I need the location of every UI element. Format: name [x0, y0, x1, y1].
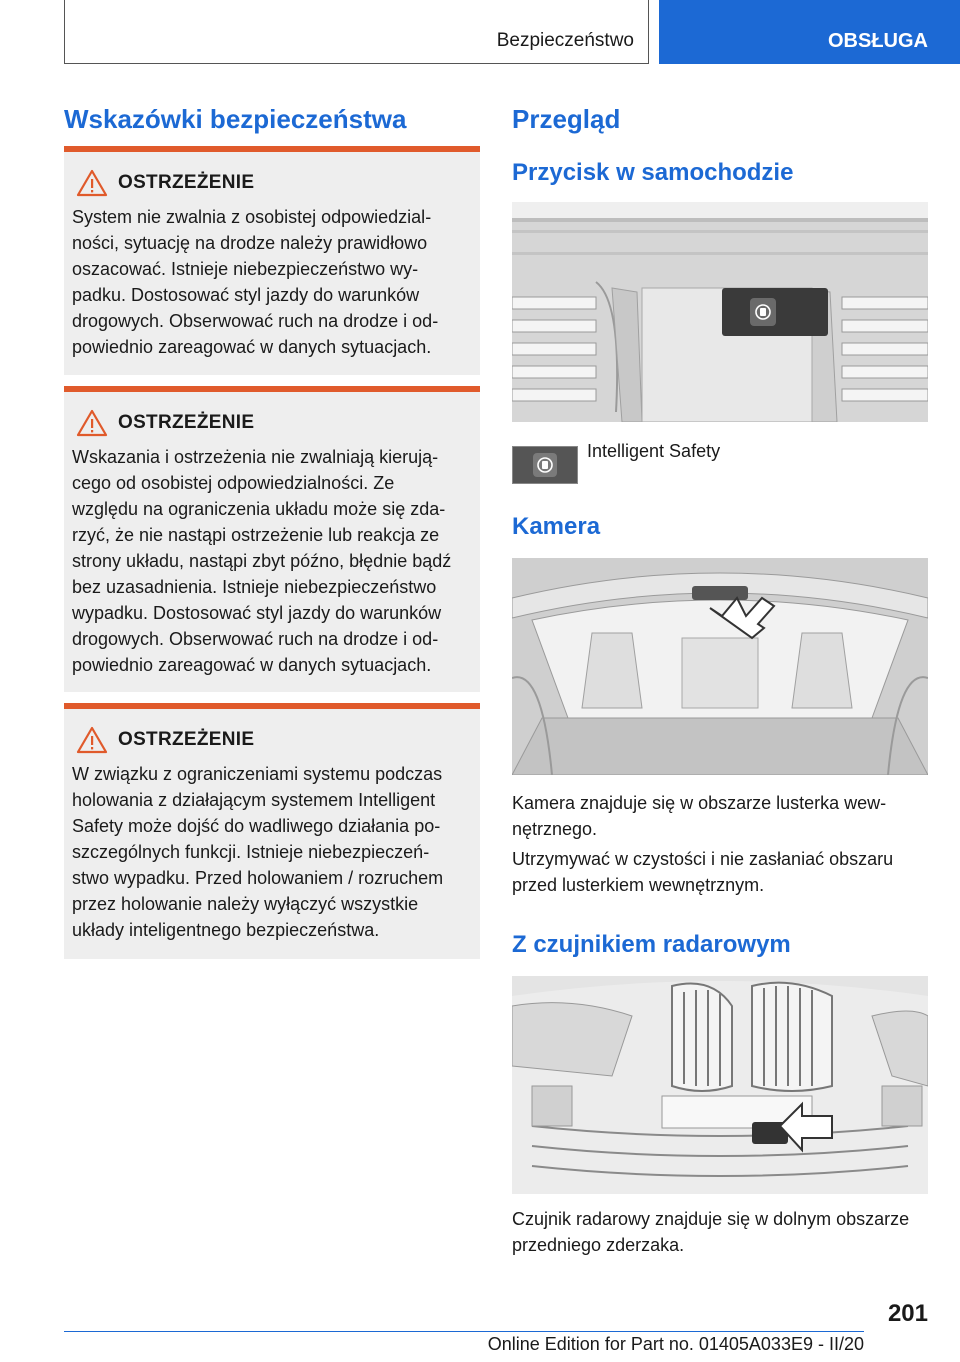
warning-box-1 [64, 146, 480, 375]
warning-title: OSTRZEŻENIE [118, 412, 255, 433]
button-label: Intelligent Safety [587, 441, 721, 461]
camera-section-heading: Kamera [512, 513, 601, 540]
warning-text: W związku z ograniczeniami systemu podczas holowania z działającym systemem Intelligent Safety może dojść do wadliwego działania poszczególnych funkcji. Istnieje niebezpieczeństwo wypadku. Przed holowaniem / rozruchem przez holowanie należy wyłączyć wszystkie układy inteligentnego bezpieczeństwa. [72, 764, 444, 940]
camera-paragraph-1: Kamera znajduje się w obszarze lusterka wewnętrznego. [512, 793, 887, 839]
radar-section-heading: Z czujnikiem radarowym [512, 931, 791, 958]
warning-triangle-icon [76, 169, 108, 197]
button-section-heading: Przycisk w samochodzie [512, 159, 794, 186]
camera-windshield-image [512, 558, 928, 775]
warning-title: OSTRZEŻENIE [118, 172, 255, 193]
footer-divider [64, 1331, 864, 1332]
header-section-title: Bezpieczeństwo [496, 30, 634, 51]
warning-title: OSTRZEŻENIE [118, 729, 255, 750]
warning-box-2 [64, 386, 480, 692]
warning-triangle-icon [76, 409, 108, 437]
safety-notes-heading: Wskazówki bezpieczeństwa [64, 104, 407, 134]
header-section-box [64, 0, 649, 64]
intelligent-safety-button-icon [512, 446, 578, 484]
warning-triangle-icon [76, 726, 108, 754]
dashboard-button-image [512, 202, 928, 422]
header-chapter-title: OBSŁUGA [828, 30, 928, 52]
radar-paragraph: Czujnik radarowy znajduje się w dolnym obszarze przedniego zderzaka. [512, 1209, 910, 1255]
radar-bumper-image [512, 976, 928, 1194]
page-number: 201 [887, 1300, 928, 1327]
warning-box-3 [64, 703, 480, 959]
edition-footer: Online Edition for Part no. 01405A033E9 - II/20 [487, 1334, 864, 1354]
warning-text: System nie zwalnia z osobistej odpowiedzialności, sytuację na drodze należy prawidłowo oszacować. Istnieje niebezpieczeństwo wypadku. Dostosować styl jazdy do warunków drogowych. Obserwować ruch na drodze i odpowiednio zareagować w danych sytuacjach. [72, 207, 439, 357]
header-chapter-tab [659, 0, 960, 64]
camera-paragraph-2: Utrzymywać w czystości i nie zasłaniać obszaru przed lusterkiem wewnętrznym. [512, 849, 894, 895]
overview-heading: Przegląd [512, 104, 621, 134]
warning-text: Wskazania i ostrzeżenia nie zwalniają kierującego od osobistej odpowiedzialności. Ze względu na ograniczenia układu może się zdarzyć, że nie nastąpi ostrzeżenie lub reakcja ze strony układu, nastąpi zbyt późno, błędnie bądź bez uzasadnienia. Istnieje niebezpieczeństwo wypadku. Dostosować styl jazdy do warunków drogowych. Obserwować ruch na drodze i odpowiednio zareagować w danych sytuacjach. [72, 447, 452, 675]
